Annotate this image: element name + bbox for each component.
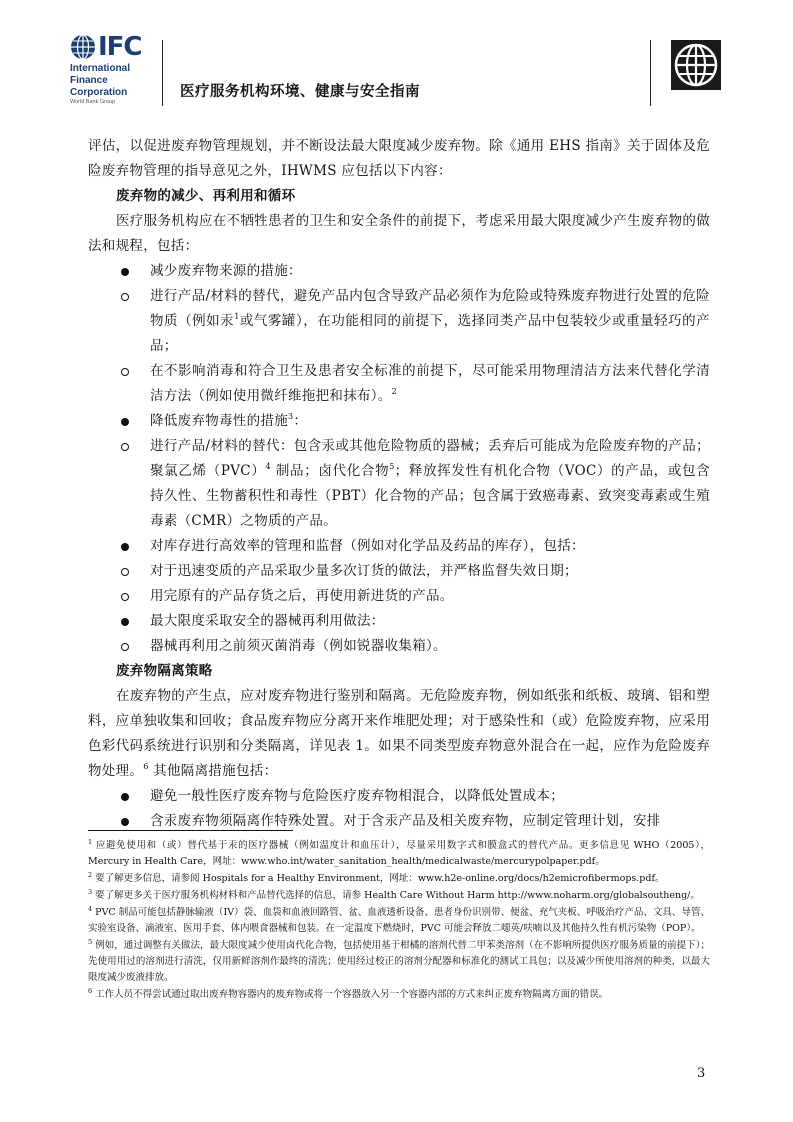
bullet-item bbox=[88, 609, 710, 634]
footnote-2 bbox=[88, 871, 710, 887]
header-divider-left bbox=[162, 40, 163, 106]
heading-segregation: 废弃物隔离策略 bbox=[116, 663, 213, 679]
paragraph-segregation bbox=[88, 684, 710, 784]
ifc-letters: IFC bbox=[98, 32, 142, 62]
footnote-ref: 4 bbox=[265, 462, 271, 471]
sub-bullet-text: 器械再利用之前须灭菌消毒（例如锐器收集箱）。 bbox=[150, 638, 447, 654]
bullet-dot-icon bbox=[121, 268, 129, 276]
sub-bullet-text: 对于迅速变质的产品采取少量多次订货的做法，并严格监督失效日期； bbox=[150, 563, 578, 579]
sub-bullet-text: 在不影响消毒和符合卫生及患者安全标准的前提下，尽可能采用物理清洁方法来代替化学清洁方法（例如使用微纤维拖把和抹布）。 bbox=[150, 363, 710, 404]
hollow-bullet-icon bbox=[121, 293, 129, 301]
footnote-ref: 5 bbox=[389, 462, 395, 471]
world-bank-globe-icon bbox=[671, 40, 721, 90]
sub-bullet-item bbox=[88, 359, 710, 409]
bullet-text: 对库存进行高效率的管理和监督（例如对化学品及药品的库存），包括： bbox=[150, 538, 585, 554]
bullet-text: 减少废弃物来源的措施： bbox=[150, 263, 302, 279]
bullet-text: 最大限度采取安全的器械再利用做法： bbox=[150, 613, 385, 629]
sub-bullet-item bbox=[88, 634, 710, 659]
paragraph-text-tail: 其他隔离措施包括： bbox=[148, 763, 278, 779]
document-title: 医疗服务机构环境、健康与安全指南 bbox=[180, 84, 420, 100]
ifc-name-line2: Finance bbox=[70, 75, 108, 86]
sub-bullet-text-mid: 制品；卤代化合物 bbox=[270, 463, 390, 479]
bullet-text-tail: ： bbox=[293, 413, 308, 429]
bullet-item bbox=[88, 784, 710, 809]
sub-bullet-text: 进行产品/材料的替代，避免产品内包含导致产品必须作为危险或特殊废弃物进行处置的危险物质（例如汞 bbox=[150, 288, 710, 329]
footnote-number: 5 bbox=[88, 938, 93, 946]
ifc-logo bbox=[70, 32, 150, 108]
ifc-name-line1: International bbox=[70, 63, 131, 74]
bullet-dot-icon bbox=[121, 618, 129, 626]
ifc-name-line3: Corporation bbox=[70, 87, 128, 98]
page-number: 3 bbox=[697, 1066, 706, 1081]
footnote-6 bbox=[88, 987, 710, 1003]
sub-bullet-text: 用完原有的产品存货之后，再使用新进货的产品。 bbox=[150, 588, 454, 604]
footnote-5 bbox=[88, 938, 710, 986]
bullet-dot-icon bbox=[121, 818, 129, 826]
hollow-bullet-icon bbox=[121, 368, 129, 376]
footnote-1 bbox=[88, 838, 710, 870]
hollow-bullet-icon bbox=[121, 593, 129, 601]
sub-bullet-item bbox=[88, 559, 710, 584]
bullet-dot-icon bbox=[121, 543, 129, 551]
bullet-item bbox=[88, 409, 710, 434]
footnote-ref: 3 bbox=[288, 412, 294, 421]
hollow-bullet-icon bbox=[121, 443, 129, 451]
hollow-bullet-icon bbox=[121, 568, 129, 576]
footnote-separator bbox=[88, 830, 293, 831]
bullet-dot-icon bbox=[121, 418, 129, 426]
paragraph-reduction: 医疗服务机构应在不牺牲患者的卫生和安全条件的前提下，考虑采用最大限度减少产生废弃物的做法和规程，包括： bbox=[88, 213, 710, 254]
world-bank-logo bbox=[671, 40, 721, 90]
sub-bullet-text-tail: ；释放挥发性有机化合物（VOC）的产品，或包含持久性、生物蓄积性和毒性（PBT）化合物的产品；包含属于致癌毒素、致突变毒素或生殖毒素（CMR）之物质的产品。 bbox=[150, 463, 710, 529]
heading-waste-reduction: 废弃物的减少、再利用和循环 bbox=[116, 188, 296, 204]
footnote-number: 2 bbox=[88, 871, 93, 879]
sub-bullet-text: 进行产品/材料的替代：包含汞或其他危险物质的器械；丢弃后可能成为危险废弃物的产品；聚氯乙烯（PVC） bbox=[150, 438, 710, 479]
footnote-ref: 2 bbox=[391, 387, 398, 396]
ifc-globe-icon bbox=[70, 34, 96, 60]
footnote-4 bbox=[88, 905, 710, 937]
bullet-item bbox=[88, 534, 710, 559]
footnote-number: 6 bbox=[88, 987, 93, 995]
ifc-subtitle: World Bank Group bbox=[70, 99, 116, 105]
bullet-text: 避免一般性医疗废弃物与危险医疗废弃物相混合，以降低处置成本； bbox=[150, 788, 564, 804]
paragraph-text: 在废弃物的产生点，应对废弃物进行鉴别和隔离。无危险废弃物，例如纸张和纸板、玻璃、铝和塑料，应单独收集和回收；食品废弃物应分离开来作堆肥处理；对于感染性和（或）危险废弃物，应采用色彩代码系统进行识别和分类隔离，详见表 1。如果不同类型废弃物意外混合在一起，应作为危险废弃物处理。 bbox=[88, 688, 710, 779]
paragraph-intro: 评估，以促进废弃物管理规划，并不断设法最大限度减少废弃物。除《通用 EHS 指南》关于固体及危险废弃物管理的指导意见之外，IHWMS 应包括以下内容： bbox=[88, 138, 710, 179]
footnote-ref: 1 bbox=[234, 312, 240, 321]
footnote-ref: 6 bbox=[143, 762, 149, 771]
bullet-text: 降低废弃物毒性的措施 bbox=[150, 413, 288, 429]
sub-bullet-item bbox=[88, 284, 710, 359]
page-header bbox=[0, 0, 793, 115]
footnote-3 bbox=[88, 888, 710, 904]
bullet-text: 含汞废弃物须隔离作特殊处置。对于含汞产品及相关废弃物，应制定管理计划，安排 bbox=[150, 813, 661, 829]
footnote-text: 例如，通过调整有关做法，最大限度减少使用卤代化合物，包括使用基于柑橘的溶剂代替二甲苯类溶剂（在不影响所提供医疗服务质量的前提下）；先使用用过的溶剂进行清洗，仅用新鲜溶剂作最终的清洗；使用经过校正的溶剂分配器和标准化的测试工具包；以及减少所使用溶剂的种类，以最大限度减少废液排放。 bbox=[88, 940, 710, 983]
footnote-number: 3 bbox=[88, 888, 93, 896]
header-divider-right bbox=[650, 40, 651, 106]
ifc-mark bbox=[70, 32, 150, 62]
bullet-dot-icon bbox=[121, 793, 129, 801]
footnote-number: 4 bbox=[88, 905, 93, 913]
hollow-bullet-icon bbox=[121, 643, 129, 651]
sub-bullet-item bbox=[88, 434, 710, 534]
main-content bbox=[88, 134, 710, 834]
footnote-text: 要了解更多信息，请参阅 Hospitals for a Healthy Environment，网址：www.h2e-online.org/docs/h2emicrofibermops.pdf。 bbox=[92, 873, 665, 884]
footnotes bbox=[88, 838, 710, 1004]
footnote-text: 要了解更多关于医疗服务机构材料和产品替代选择的信息，请参 Health Care Without Harm http://www.noharm.org/globalsoutheng/。 bbox=[92, 890, 700, 901]
sub-bullet-item bbox=[88, 584, 710, 609]
footnote-text: 工作人员不得尝试通过取出废弃物容器内的废弃物或将一个容器放入另一个容器内部的方式来纠正废弃物隔离方面的错误。 bbox=[92, 989, 609, 1000]
footnote-text: 应避免使用和（或）替代基于汞的医疗器械（例如温度计和血压计），尽量采用数字式和膜盒式的替代产品。更多信息见 WHO（2005），Mercury in Health Care，网址：www.who.int/water_sanitation_health/medicalwaste/mercurypolpaper.pdf。 bbox=[88, 840, 710, 867]
bullet-item bbox=[88, 259, 710, 284]
sub-bullet-text-tail: 或气雾罐），在功能相同的前提下，选择同类产品中包装较少或重量轻巧的产品； bbox=[150, 313, 710, 354]
footnote-number: 1 bbox=[88, 838, 93, 846]
footnote-text: PVC 制品可能包括静脉输液（IV）袋、血袋和血液回路管、盆、血液透析设备、患者身份识别带、便盆、充气夹板、呼吸治疗产品、文具、导管、实验室设备、滴液室、医用手套、体内喂食器械和包装。在一定温度下燃烧时，PVC 可能会释放二噁英/呋喃以及其他持久性有机污染物（POP）。 bbox=[88, 907, 710, 934]
